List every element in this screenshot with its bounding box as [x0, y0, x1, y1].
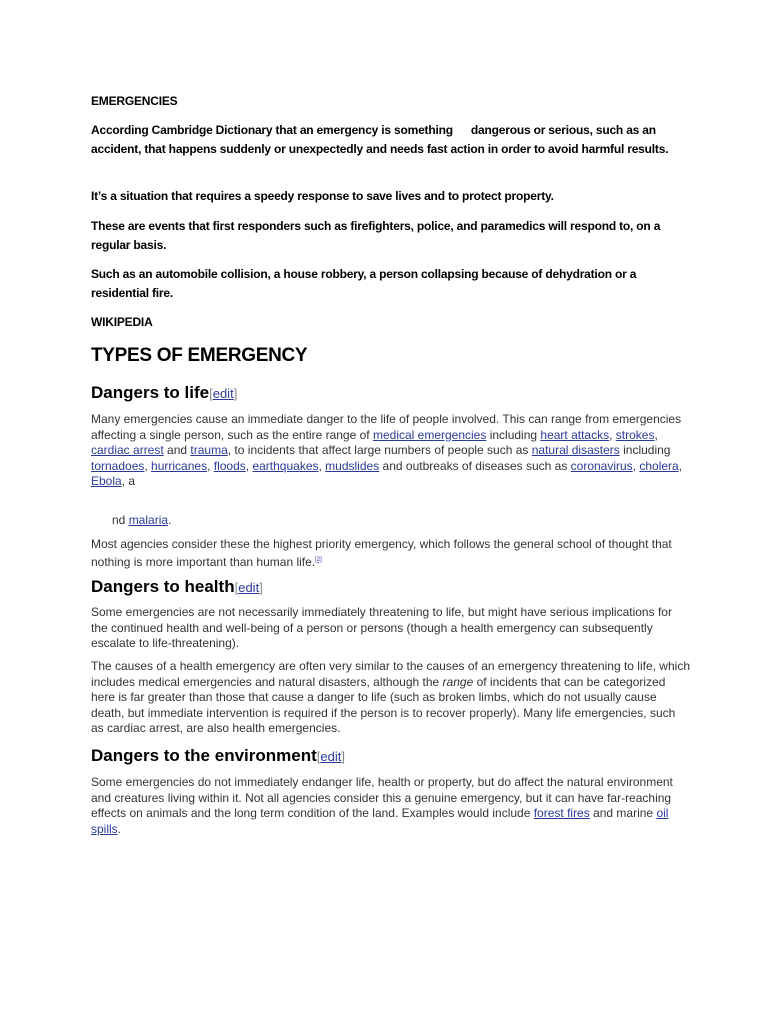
link-heart-attacks[interactable]: heart attacks: [540, 427, 610, 442]
text: Some emergencies do not immediately endanger life, health or property, but do affect the natural environment and creatures living within it. Not all agencies consider this a genuine emergency, but it can have far-reaching effects on animals and the long term condition of the land. Examples would include: [91, 775, 673, 820]
text: of incidents that can be categorized here is far greater than those that cause a danger to life (such as broken limbs, which do not usually cause death, but immediate intervention is required if the person is to recover properly). Many life emergencies, such as cardiac arrest, are also health emergencies.: [91, 674, 676, 735]
environment-paragraph: [91, 775, 691, 837]
health-paragraph-1: Some emergencies are not necessarily immediately threatening to life, but might have serious implications for the continued health and well-being of a person or persons (though a health emergency can subsequently escalate to life-threatening).: [91, 605, 672, 650]
edit-link-life[interactable]: edit: [212, 386, 234, 401]
link-mudslides[interactable]: mudslides: [325, 458, 380, 473]
health-paragraph-2: [91, 659, 691, 737]
text: , to incidents that affect large numbers of people such as: [227, 443, 532, 457]
link-coronavirus[interactable]: coronavirus: [570, 458, 633, 473]
link-oil-spills[interactable]: oil spills: [91, 806, 669, 836]
link-natural-disasters[interactable]: natural disasters: [531, 443, 620, 457]
text: ,: [678, 458, 683, 473]
emphasis: range: [442, 674, 474, 689]
text: and marine: [589, 806, 657, 820]
edit-section-bracket: [edit]: [316, 749, 345, 764]
text: ,: [207, 458, 214, 473]
situation-paragraph: It’s a situation that requires a speedy response to save lives and to protect property.: [91, 189, 554, 203]
edit-section-bracket: [edit]: [209, 386, 238, 401]
heading-text: Dangers to the environment: [91, 746, 317, 765]
link-earthquakes[interactable]: earthquakes: [252, 458, 319, 473]
section-heading-life: [91, 382, 691, 405]
text: Most agencies consider these the highest priority emergency, which follows the general school of thought that nothing is more important than human life.: [91, 537, 672, 569]
edit-link-health[interactable]: edit: [238, 580, 260, 595]
link-strokes[interactable]: strokes: [615, 427, 655, 442]
edit-section-bracket: [edit]: [234, 580, 263, 595]
link-trauma[interactable]: trauma: [190, 443, 228, 457]
link-medical-emergencies[interactable]: medical emergencies: [372, 427, 487, 442]
text: and outbreaks of diseases such as: [379, 458, 571, 473]
link-cardiac-arrest[interactable]: cardiac arrest: [91, 443, 164, 457]
text: ,: [245, 458, 253, 473]
life-paragraph-2: [112, 513, 712, 529]
text: .: [117, 821, 122, 836]
link-forest-fires[interactable]: forest fires: [533, 806, 590, 820]
citation-link[interactable]: [2]: [315, 556, 322, 563]
definition-paragraph: [91, 121, 691, 159]
text: ,: [144, 458, 152, 473]
text: ,: [654, 427, 658, 442]
link-cholera[interactable]: cholera: [639, 458, 679, 473]
text: and: [163, 443, 191, 457]
link-tornadoes[interactable]: tornadoes: [91, 458, 145, 473]
link-malaria[interactable]: malaria: [128, 513, 169, 527]
text: ,: [632, 458, 640, 473]
heading-text: Dangers to life: [91, 383, 210, 402]
text: , a: [121, 474, 136, 488]
text: ,: [318, 458, 326, 473]
section-heading-health: [91, 576, 691, 599]
definition-text-1: According Cambridge Dictionary that an emergency is something: [91, 123, 453, 137]
text: Many emergencies cause an immediate danger to the life of people involved. This can range from emergencies affecting a single person, such as the entire range of: [91, 412, 682, 442]
text: including: [619, 443, 671, 457]
life-paragraph-3: [91, 537, 691, 570]
section-heading-environment: [91, 745, 691, 768]
doc-title: EMERGENCIES: [91, 94, 178, 108]
source-label: WIKIPEDIA: [91, 315, 153, 329]
responders-paragraph: These are events that first responders such as firefighters, police, and paramedics will respond to, on a regular basis.: [91, 219, 661, 252]
text: ,: [609, 427, 616, 442]
definition-text-2: dangerous or serious, such as an accident, that happens suddenly or unexpectedly and needs fast action in order to avoid harmful results.: [91, 123, 669, 156]
text: including: [486, 427, 541, 442]
link-ebola[interactable]: Ebola: [91, 474, 122, 488]
edit-link-environment[interactable]: edit: [320, 749, 342, 764]
heading-text: Dangers to health: [91, 577, 235, 596]
link-floods[interactable]: floods: [213, 458, 246, 473]
text: The causes of a health emergency are often very similar to the causes of an emergency threatening to life, which includes medical emergencies and natural disasters, although the: [91, 659, 690, 689]
types-heading: TYPES OF EMERGENCY: [91, 345, 308, 366]
examples-paragraph: Such as an automobile collision, a house robbery, a person collapsing because of dehydration or a residential fire.: [91, 267, 637, 300]
text: .: [168, 513, 172, 527]
text: nd: [112, 513, 129, 527]
life-paragraph-1: [91, 412, 691, 490]
link-hurricanes[interactable]: hurricanes: [151, 458, 208, 473]
